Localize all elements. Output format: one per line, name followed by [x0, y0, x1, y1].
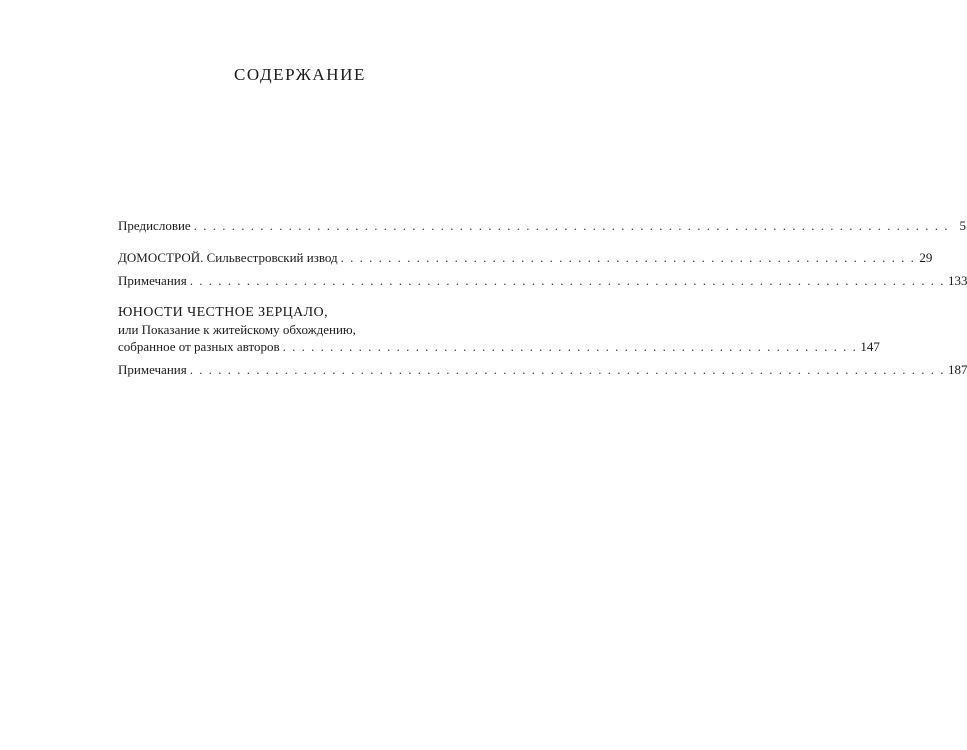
toc-entry-label: Примечания — [118, 273, 187, 288]
page-title: СОДЕРЖАНИЕ — [233, 65, 367, 84]
toc-entry-label: Предисловие — [118, 218, 191, 233]
dot-leader: . . . . . . . . . . . . . . . . . . . . . . . . . . . . . . . . . . . . . . . . . . . . . . . . . . . . . . . . . . . . . — [340, 250, 916, 265]
toc-page-number: 133 — [947, 273, 967, 288]
toc-page-number: 29 — [919, 250, 933, 265]
toc-entry-label: Примечания — [118, 362, 187, 377]
toc-entry-notes-2[interactable] — [118, 361, 967, 378]
toc-page-number: 147 — [860, 339, 880, 354]
dot-leader: . . . . . . . . . . . . . . . . . . . . . . . . . . . . . . . . . . . . . . . . . . . . . . . . . . . . . . . . . . . . . . . . . . . . . . . . . . . . . . . . — [189, 273, 945, 288]
toc-entry-label: ЮНОСТИ ЧЕСТНОЕ ЗЕРЦАЛО, — [118, 305, 328, 320]
toc-page-number: 187 — [947, 362, 967, 377]
toc-entry-notes-1[interactable] — [118, 272, 967, 289]
dot-leader: . . . . . . . . . . . . . . . . . . . . . . . . . . . . . . . . . . . . . . . . . . . . . . . . . . . . . . . . . . . . . . . . . . . . . . . . . . . . . . . . — [189, 362, 945, 377]
toc-entry-mirror[interactable] — [118, 304, 880, 355]
toc-entry-sublabel: собранное от разных авторов — [118, 339, 280, 354]
toc-entry-preface[interactable] — [118, 217, 966, 234]
dot-leader: . . . . . . . . . . . . . . . . . . . . . . . . . . . . . . . . . . . . . . . . . . . . . . . . . . . . . . . . . . . . . . . . . . . . . . . . . . . . . . . . — [193, 218, 949, 233]
toc-entry-domostroy[interactable] — [118, 249, 933, 266]
toc-entry-sublabel: или Показание к житейскому обхождению, — [118, 322, 356, 337]
table-of-contents — [118, 217, 967, 378]
dot-leader: . . . . . . . . . . . . . . . . . . . . . . . . . . . . . . . . . . . . . . . . . . . . . . . . . . . . . . . . . . . . . — [282, 339, 858, 354]
toc-entry-label: ДОМОСТРОЙ. Сильвестровский извод — [118, 250, 338, 265]
toc-page-number: 5 — [959, 218, 966, 233]
